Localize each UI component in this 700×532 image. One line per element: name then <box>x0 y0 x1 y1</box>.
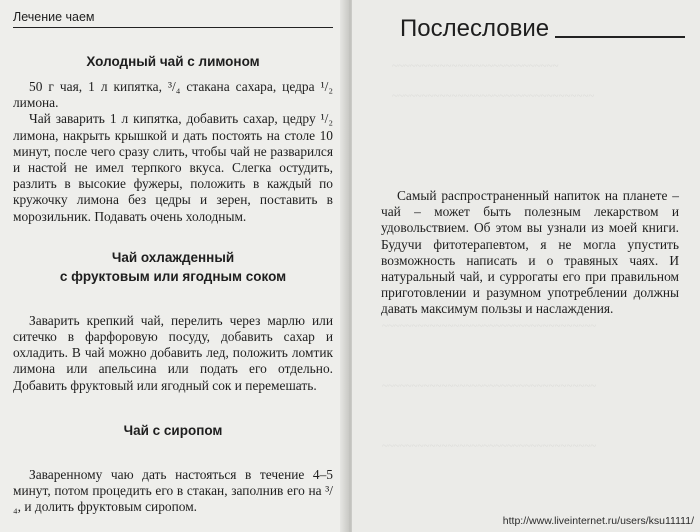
bleed-through-text: ~~~~~~~~~~~~~~~~~~~~~~~~~~~~~~~~~~~~ <box>382 320 597 332</box>
section-title-syrup-tea: Чай с сиропом <box>123 422 223 438</box>
recipe-paragraph: Заваренному чаю дать настояться в течение 4–5 минут, потом процедить его в стакан, заполнив его на ³/₄, и долить фруктовым сиропом. <box>13 466 333 515</box>
left-page-content <box>13 52 333 515</box>
right-page-content <box>381 188 679 318</box>
section-title-chilled-tea-line1: Чай охлажденный <box>111 249 235 265</box>
bleed-through-text: ~~~~~~~~~~~~~~~~~~~~~~~~~~~~ <box>392 60 559 72</box>
bleed-through-text: ~~~~~~~~~~~~~~~~~~~~~~~~~~~~~~~~~~ <box>392 90 595 102</box>
running-head: Лечение чаем <box>13 10 333 28</box>
page-title: Послесловие <box>400 14 555 44</box>
bleed-through-text: ~~~~~~~~~~~~~~~~~~~~~~~~~~~~~~~~~~~~ <box>382 380 597 392</box>
right-title-block <box>400 14 685 48</box>
left-page <box>0 0 348 532</box>
ingredients-paragraph: 50 г чая, 1 л кипятка, ³/₄ стакана сахара, цедра ¹/₂ лимона. <box>13 79 333 111</box>
afterword-paragraph: Самый распространенный напиток на планете – чай – может быть полезным лекарством и удовольствием. Об этом вы узнали из моей книги. Будучи фитотерапевтом, я не могла упустить возможность написать и о травяных чаях. И натуральный чай, и суррогаты его при правильном приготовлении и разумном употреблении должны давать максимум пользы и наслаждения. <box>381 188 679 317</box>
recipe-paragraph: Заварить крепкий чай, перелить через марлю или ситечко в фарфоровую посуду, добавить сахар и охладить. В чай можно добавить лед, положить ломтик лимона или апельсина или подать его отдельно. Добавить фруктовый или ягодный сок и перемешать. <box>13 312 333 393</box>
section-title-cold-tea: Холодный чай с лимоном <box>86 54 260 69</box>
watermark-url: http://www.liveinternet.ru/users/ksu11111/ <box>502 515 694 527</box>
section-title-chilled-tea-line2: с фруктовым или ягодным соком <box>59 268 287 284</box>
recipe-paragraph: Чай заварить 1 л кипятка, добавить сахар, цедру ¹/₂ лимона, накрыть крышкой и дать постоять на столе 10 минут, после чего сразу слить, чтобы чай не разварился и настой не имел терпкого вкуса. Слегка остудить, разлить в высокие фужеры, положить в каждый по кружочку лимона без цедры и зерен, поставить в морозильник. Подавать очень холодным. <box>13 111 333 224</box>
bleed-through-text: ~~~~~~~~~~~~~~~~~~~~~~~~~~~~~~~~~~~~ <box>382 440 597 452</box>
